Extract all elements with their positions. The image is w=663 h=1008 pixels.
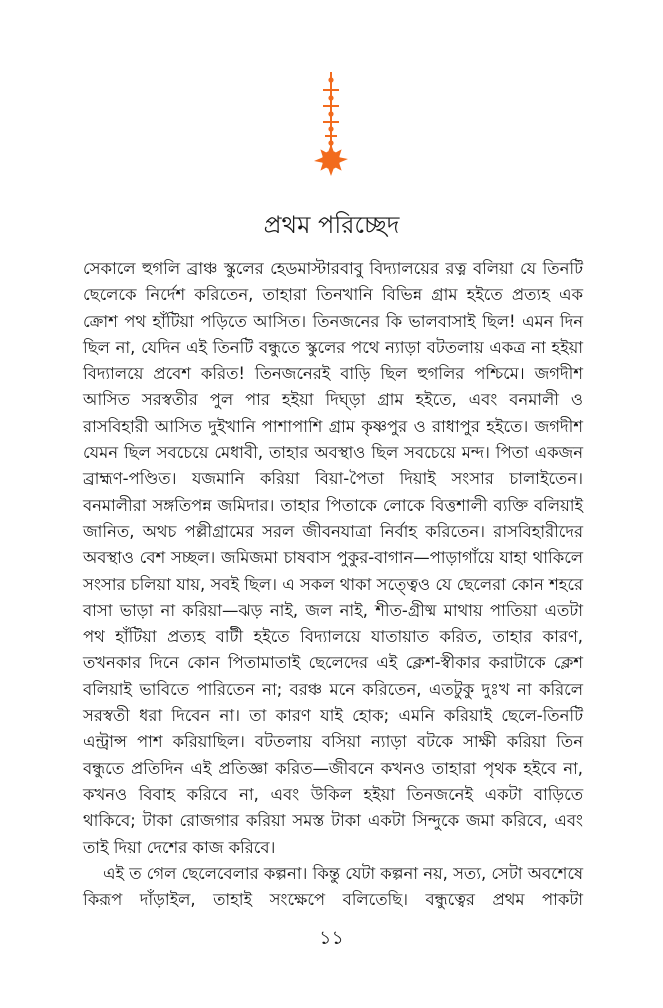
lotus-star-ornament-icon (296, 70, 366, 180)
paragraph-2: এই ত গেল ছেলেবেলার কল্পনা। কিন্তু যেটা কল্পনা নয়, সত্য, সেটা অবশেষে কিরূপ দাঁড়াইল, তাহাই সংক্ষেপে বলিতেছি। বন্ধুত্বের প্রথম পাকটা (83, 863, 583, 910)
page-number: ১১ (319, 927, 344, 949)
chapter-title: প্রথম পরিচ্ছেদ (263, 211, 400, 239)
chapter-body (83, 256, 583, 913)
paragraph-1: সেকালে হুগলি ব্রাঞ্চ স্কুলের হেডমাস্টারবাবু বিদ্যালয়ের রত্ন বলিয়া যে তিনটি ছেলেকে নির্দেশ করিতেন, তাহারা তিনখানি বিভিন্ন গ্রাম হইতে প্রত্যহ এক ক্রোশ পথ হাঁটিয়া পড়িতে আসিত। তিনজনের কি ভালবাসাই ছিল! এমন দিন ছিল না, যেদিন এই তিনটি বন্ধুতে স্কুলের পথে ন্যাড়া বটতলায় একত্র না হইয়া বিদ্যালয়ে প্রবেশ করিত! তিনজনেরই বাড়ি ছিল হুগলির পশ্চিমে। জগদীশ আসিত সরস্বতীর পুল পার হইয়া দিঘ্ড়া গ্রাম হইতে, এবং বনমালী ও রাসবিহারী আসিত দুইখানি পাশাপাশি গ্রাম কৃষ্ণপুর ও রাধাপুর হইতে। জগদীশ যেমন ছিল সবচেয়ে মেধাবী, তাহার অবস্থাও ছিল সবচেয়ে মন্দ। পিতা একজন ব্রাহ্মণ-পণ্ডিত। যজমানি করিয়া বিয়া-পৈতা দিয়াই সংসার চালাইতেন। বনমালীরা সঙ্গতিপন্ন জমিদার। তাহার পিতাকে লোকে বিত্তশালী ব্যক্তি বলিয়াই জানিত, অথচ পল্লীগ্রামের সরল জীবনযাত্রা নির্বাহ করিতেন। রাসবিহারীদের অবস্থাও বেশ সচ্ছল। জমিজমা চাষবাস পুকুর-বাগান—পাড়াগাঁয়ে যাহা থাকিলে সংসার চলিয়া যায়, সবই ছিল। এ সকল থাকা সত্ত্বেও যে ছেলেরা কোন শহরে বাসা ভাড়া না করিয়া—ঝড় নাই, জল নাই, শীত-গ্রীষ্ম মাথায় পাতিয়া এতটা পথ হাঁটিয়া প্রত্যহ বাটী হইতে বিদ্যালয়ে যাতায়াত করিত, তাহার কারণ, তখনকার দিনে কোন পিতামাতাই ছেলেদের এই ক্লেশ-স্বীকার করাটাকে ক্লেশ বলিয়াই ভাবিতে পারিতেন না; বরঞ্চ মনে করিতেন, এতটুকু দুঃখ না করিলে সরস্বতী ধরা দিবেন না। তা কারণ যাই হোক; এমনি করিয়াই ছেলে-তিনটি এন্ট্রান্স পাশ করিয়াছিল। বটতলায় বসিয়া ন্যাড়া বটকে সাক্ষী করিয়া তিন বন্ধুতে প্রতিদিন এই প্রতিজ্ঞা করিত—জীবনে কখনও তাহারা পৃথক হইবে না, কখনও বিবাহ করিবে না, এবং উকিল হইয়া তিনজনেই একটা বাড়িতে থাকিবে; টাকা রোজগার করিয়া সমস্ত টাকা একটা সিন্দুকে জমা করিবে, এবং তাই দিয়া দেশের কাজ করিবে। (83, 259, 583, 857)
